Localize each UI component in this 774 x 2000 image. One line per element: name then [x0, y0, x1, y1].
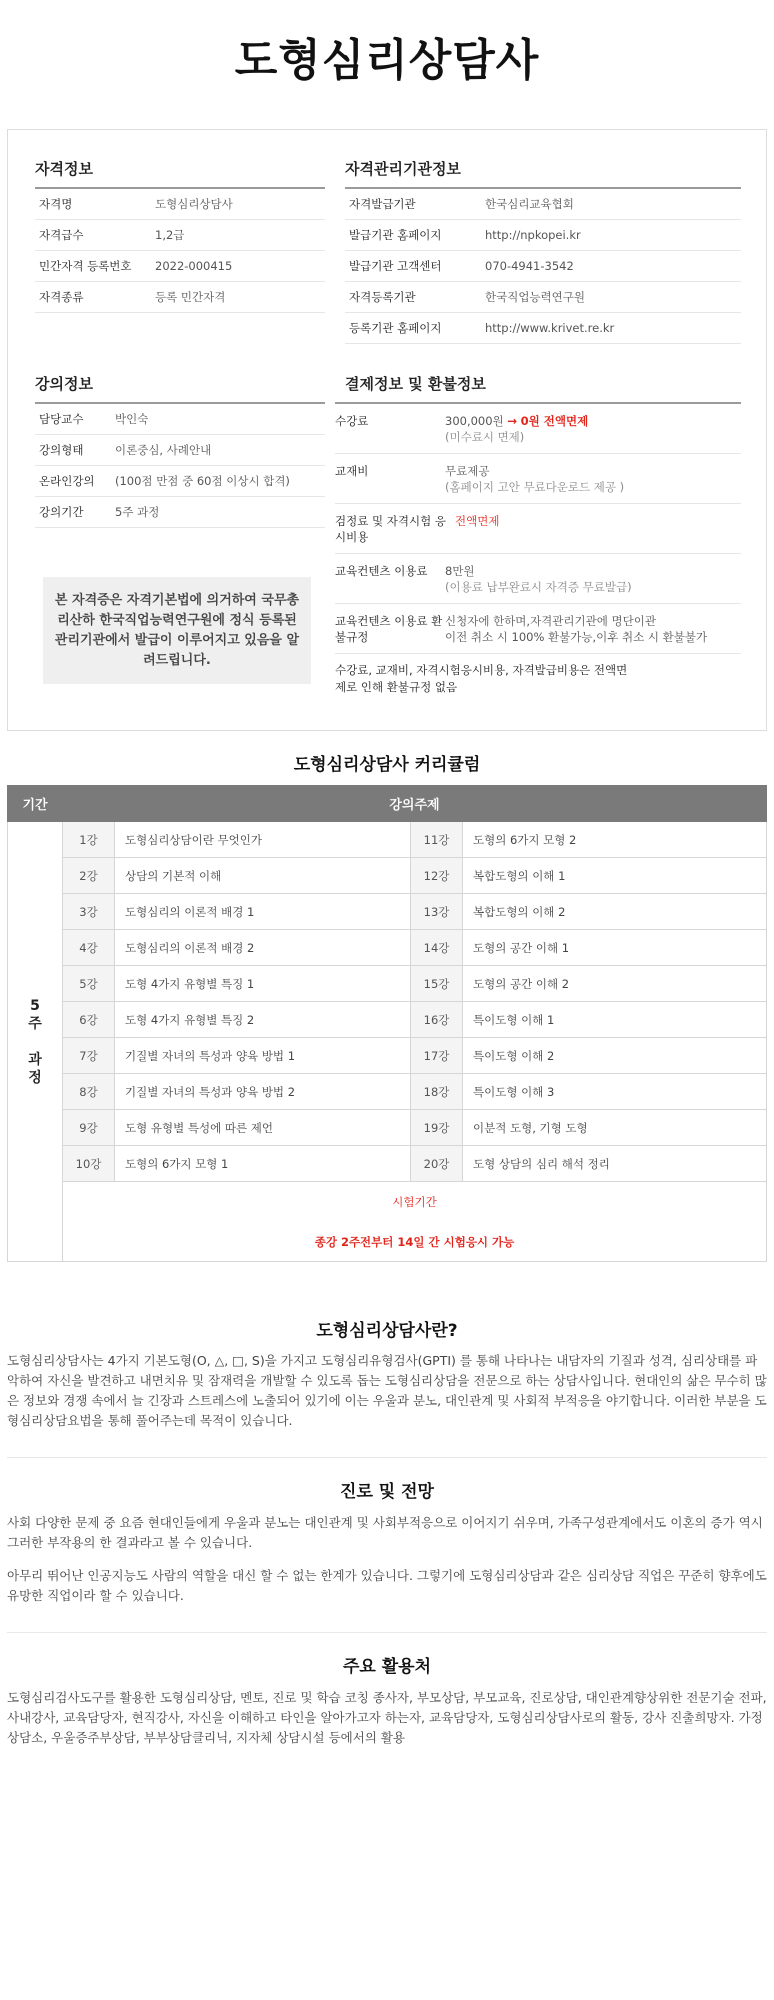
table-row — [8, 822, 767, 858]
table-row — [8, 966, 767, 1002]
table-row — [8, 930, 767, 966]
lesson-topic: 상담의 기본적 이해 — [115, 858, 411, 894]
table-row — [8, 1074, 767, 1110]
lesson-topic: 복합도형의 이해 1 — [463, 858, 767, 894]
curriculum-table — [7, 785, 767, 1262]
info-key: 자격급수 — [39, 228, 84, 242]
career-text-1: 사회 다양한 문제 중 요즘 현대인들에게 우울과 분노는 대인관계 및 사회부적응으로 이어지기 쉬우며, 가족구성관계에서도 이혼의 증가 역시 그러한 부작용의 한 결과라고 볼 수 있습니다. — [7, 1515, 763, 1550]
info-row — [345, 282, 741, 313]
col-topic-header: 강의주제 — [63, 786, 767, 822]
period-cell — [8, 822, 63, 1262]
material-label: 교재비 — [335, 464, 369, 478]
lesson-topic: 도형심리상담이란 무엇인가 — [115, 822, 411, 858]
career-text-2: 아무리 뛰어난 인공지능도 사람의 역할을 대신 할 수 없는 한계가 있습니다. 그렇기에 도형심리상담과 같은 심리상담 직업은 꾸준히 향후에도 유망한 직업이라 할 수 있습니다. — [7, 1568, 767, 1603]
info-row — [345, 220, 741, 251]
lesson-topic: 도형 상담의 심리 해석 정리 — [463, 1146, 767, 1182]
lesson-no: 10강 — [63, 1146, 115, 1182]
info-row — [35, 435, 325, 466]
lesson-topic: 기질별 자녀의 특성과 양육 방법 2 — [115, 1074, 411, 1110]
table-row — [8, 1110, 767, 1146]
lesson-no: 11강 — [411, 822, 463, 858]
exam-cell — [63, 1182, 767, 1262]
about-text: 도형심리상담사는 4가지 기본도형(O, △, □, S)을 가지고 도형심리유형검사(GPTI) 를 통해 나타나는 내담자의 기질과 성격, 심리상태를 파악하여 자신을 발견하고 내면치유 및 잠재력을 개발할 수 있도록 돕는 도형심리상담을 전문으로 하는 상담사입니다. 현대인의 삶은 무수히 많은 정보와 경쟁 속에서 늘 긴장과 스트레스에 노출되어 있기에 이는 우울과 분노, 대인관계 및 사회적 부적응을 야기합니다. 이러한 부분을 도형심리상담요법을 통해 풀어주는데 목적이 있습니다. — [7, 1353, 767, 1428]
table-row — [8, 1146, 767, 1182]
lesson-topic: 도형심리의 이론적 배경 2 — [115, 930, 411, 966]
info-row — [345, 189, 741, 220]
info-key: 자격종류 — [39, 290, 84, 304]
agency-title: 자격관리기관정보 — [345, 158, 741, 189]
divider — [7, 1457, 767, 1458]
fee-label: 수강료 — [335, 414, 369, 428]
lesson-topic: 도형의 공간 이해 2 — [463, 966, 767, 1002]
info-value: (100점 만점 중 60점 이상시 합격) — [115, 474, 290, 488]
exam-fee-row — [335, 504, 741, 554]
table-row — [8, 894, 767, 930]
info-row — [35, 189, 325, 220]
lesson-topic: 특이도형 이해 1 — [463, 1002, 767, 1038]
info-box — [7, 129, 767, 731]
usage-text: 도형심리검사도구를 활용한 도형심리상담, 멘토, 진로 및 학습 코칭 종사자, 부모상담, 부모교육, 진로상담, 대인관계향상위한 전문기술 전파, 사내강사, 교육담당자, 현직강사, 자신을 이해하고 타인을 알아가고자 하는자, 교육담당자, 도형심리상담사로의 활동, 강사 진출희망자. 가정상담소, 우울증주부상담, 부부상담클리닉, 지자체 상담시설 등에서의 활용 — [7, 1690, 767, 1745]
info-key: 자격등록기관 — [349, 290, 416, 304]
lesson-topic: 도형 유형별 특성에 따른 제언 — [115, 1110, 411, 1146]
lesson-topic: 도형심리의 이론적 배경 1 — [115, 894, 411, 930]
payment-section — [335, 373, 741, 704]
info-value: 한국직업능력연구원 — [485, 290, 585, 304]
lesson-topic: 이분적 도형, 기형 도형 — [463, 1110, 767, 1146]
lesson-no: 3강 — [63, 894, 115, 930]
exam-title: 시험기간 — [392, 1194, 437, 1209]
lesson-no: 16강 — [411, 1002, 463, 1038]
info-value: 도형심리상담사 — [155, 197, 233, 211]
refund-row — [335, 604, 741, 654]
lesson-no: 7강 — [63, 1038, 115, 1074]
agency-section — [345, 158, 741, 344]
homepage-link[interactable]: http://www.krivet.re.kr — [485, 321, 615, 335]
info-row — [35, 466, 325, 497]
period-bottom: 과정 — [28, 1051, 42, 1086]
info-key: 민간자격 등록번호 — [39, 259, 132, 273]
career-title: 진로 및 전망 — [340, 1482, 434, 1502]
lesson-no: 2강 — [63, 858, 115, 894]
info-key: 등록기관 홈페이지 — [349, 321, 442, 335]
lesson-no: 9강 — [63, 1110, 115, 1146]
lesson-no: 20강 — [411, 1146, 463, 1182]
info-key: 발급기관 고객센터 — [349, 259, 442, 273]
lesson-no: 8강 — [63, 1074, 115, 1110]
info-value: 박인숙 — [115, 412, 149, 426]
info-value: 070-4941-3542 — [485, 259, 574, 273]
usage-title: 주요 활용처 — [342, 1657, 432, 1677]
info-value: 한국심리교육협회 — [485, 197, 574, 211]
lesson-topic: 특이도형 이해 3 — [463, 1074, 767, 1110]
material-note: (홈페이지 고안 무료다운로드 제공 ) — [445, 480, 625, 494]
lesson-no: 1강 — [63, 822, 115, 858]
lesson-no: 19강 — [411, 1110, 463, 1146]
material-value: 무료제공 — [445, 464, 490, 478]
info-value: 등록 민간자격 — [155, 290, 226, 304]
lesson-no: 6강 — [63, 1002, 115, 1038]
lesson-topic: 도형 4가지 유형별 특징 1 — [115, 966, 411, 1002]
info-row — [35, 404, 325, 435]
fee-row — [335, 404, 741, 454]
info-row — [35, 282, 325, 313]
lesson-topic: 도형의 공간 이해 1 — [463, 930, 767, 966]
payment-title: 결제정보 및 환불정보 — [335, 373, 741, 404]
info-key: 자격발급기관 — [349, 197, 416, 211]
info-row — [345, 313, 741, 344]
content-fee-note: (이용료 납부완료시 자격증 무료발급) — [445, 580, 632, 594]
info-value: 5주 과정 — [115, 505, 160, 519]
lesson-no: 4강 — [63, 930, 115, 966]
info-value: 2022-000415 — [155, 259, 233, 273]
refund-line1: 신청자에 한하며,자격관리기관에 명단이관 — [445, 614, 656, 628]
table-row — [8, 858, 767, 894]
info-row — [35, 251, 325, 282]
info-row — [35, 220, 325, 251]
lesson-no: 5강 — [63, 966, 115, 1002]
lecture-section — [35, 373, 325, 528]
lesson-topic: 도형의 6가지 모형 1 — [115, 1146, 411, 1182]
info-value: 1,2급 — [155, 228, 185, 242]
notice-box: 본 자격증은 자격기본법에 의거하여 국무총리산하 한국직업능력연구원에 정식 등록된 관리기관에서 발급이 이루어지고 있음을 알려드립니다. — [43, 577, 311, 684]
homepage-link[interactable]: http://npkopei.kr — [485, 228, 581, 242]
info-row — [35, 497, 325, 528]
table-row — [8, 1002, 767, 1038]
material-row — [335, 454, 741, 504]
exam-text: 종강 2주전부터 14일 간 시험응시 가능 — [314, 1234, 515, 1249]
lesson-no: 14강 — [411, 930, 463, 966]
info-value: 이론중심, 사례안내 — [115, 443, 212, 457]
about-title: 도형심리상담사란? — [316, 1321, 458, 1341]
info-key: 강의기간 — [39, 505, 84, 519]
fee-note: (미수료시 면제) — [445, 430, 525, 444]
exam-fee-label: 검정료 및 자격시험 응시비용 — [335, 514, 446, 544]
qualification-section — [35, 158, 325, 313]
lesson-topic: 기질별 자녀의 특성과 양육 방법 1 — [115, 1038, 411, 1074]
lesson-topic: 도형의 6가지 모형 2 — [463, 822, 767, 858]
page-title: 도형심리상담사 — [234, 35, 540, 86]
lesson-topic: 특이도형 이해 2 — [463, 1038, 767, 1074]
content-fee-row — [335, 554, 741, 604]
info-key: 자격명 — [39, 197, 73, 211]
lecture-title: 강의정보 — [35, 373, 325, 404]
exam-fee-value: 전액면제 — [455, 514, 500, 528]
info-row — [345, 251, 741, 282]
info-key: 발급기관 홈페이지 — [349, 228, 442, 242]
lesson-no: 15강 — [411, 966, 463, 1002]
fee-free: 0원 전액면제 — [520, 414, 589, 428]
lesson-no: 17강 — [411, 1038, 463, 1074]
col-period-header: 기간 — [8, 786, 63, 822]
info-key: 강의형태 — [39, 443, 84, 457]
curriculum-title: 도형심리상담사 커리큘럼 — [293, 755, 481, 775]
lesson-no: 13강 — [411, 894, 463, 930]
qualification-title: 자격정보 — [35, 158, 325, 189]
lesson-no: 12강 — [411, 858, 463, 894]
arrow: → — [507, 414, 517, 428]
payment-footnote: 수강료, 교재비, 자격시험응시비용, 자격발급비용은 전액면제로 인해 환불규정 없음 — [335, 663, 628, 694]
divider — [7, 1632, 767, 1633]
table-row — [8, 1038, 767, 1074]
info-key: 온라인강의 — [39, 474, 95, 488]
lesson-no: 18강 — [411, 1074, 463, 1110]
refund-line2: 이전 취소 시 100% 환불가능,이후 취소 시 환불불가 — [445, 630, 708, 644]
lesson-topic: 도형 4가지 유형별 특징 2 — [115, 1002, 411, 1038]
fee-price: 300,000원 — [445, 414, 504, 428]
period-top: 5주 — [28, 997, 42, 1032]
exam-row — [8, 1182, 767, 1262]
lesson-topic: 복합도형의 이해 2 — [463, 894, 767, 930]
info-key: 담당교수 — [39, 412, 84, 426]
content-fee-label: 교육컨텐츠 이용료 — [335, 564, 428, 578]
content-fee-value: 8만원 — [445, 564, 475, 578]
refund-label: 교육컨텐츠 이용료 환불규정 — [335, 614, 443, 644]
